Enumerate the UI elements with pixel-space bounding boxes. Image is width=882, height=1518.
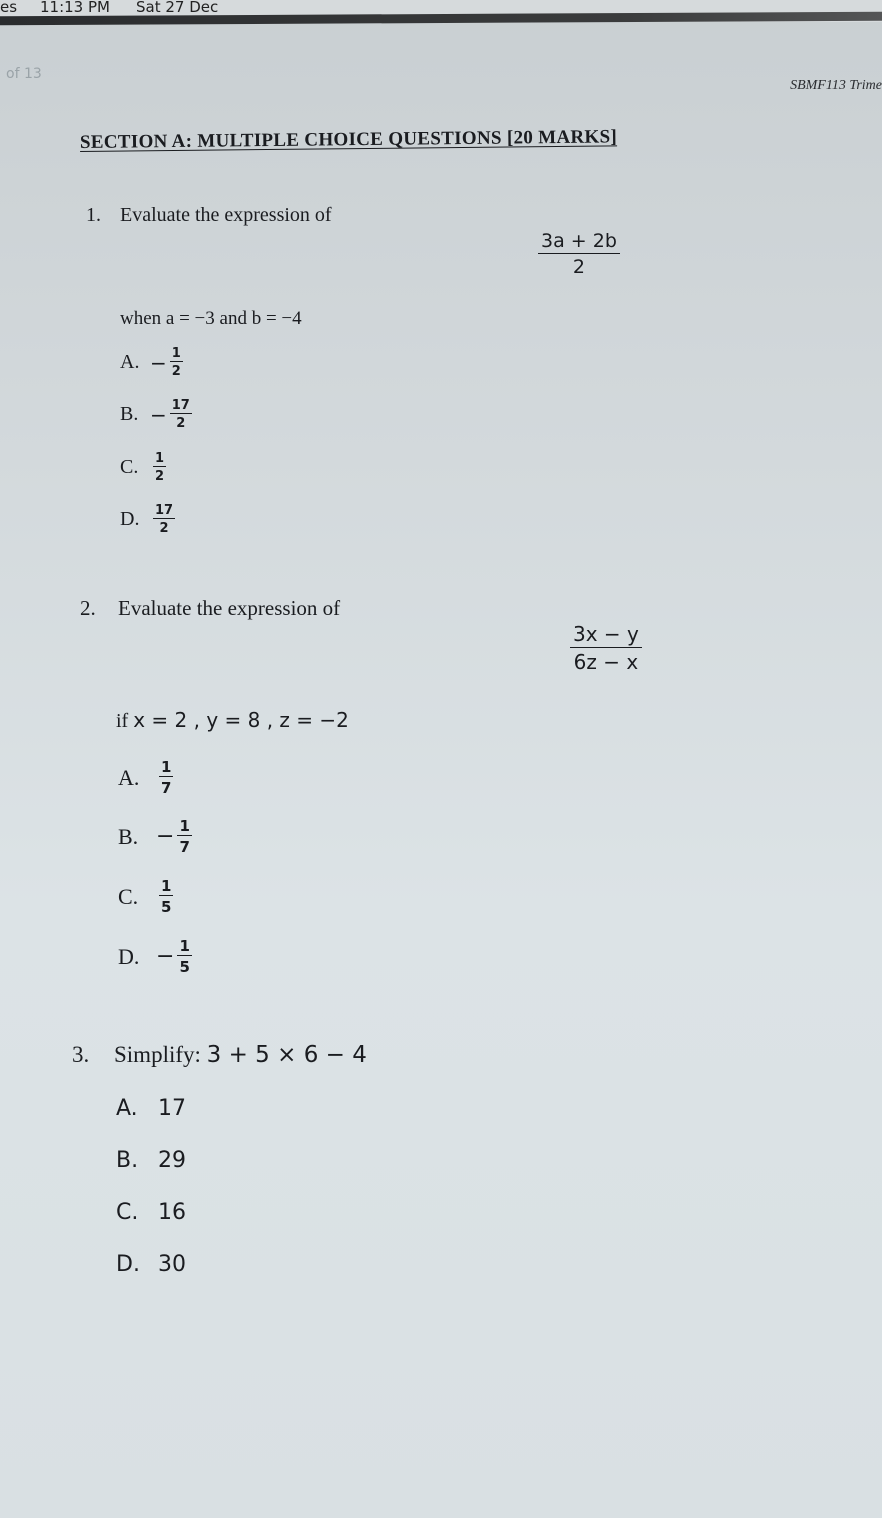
question-1-condition: when a = −3 and b = −4 bbox=[120, 308, 302, 329]
option-numerator: 1 bbox=[161, 758, 172, 776]
question-3-option-a[interactable] bbox=[116, 1096, 186, 1121]
question-1-option-c[interactable] bbox=[120, 451, 166, 484]
option-numerator: 1 bbox=[155, 451, 165, 466]
expression-numerator: 3a + 2b bbox=[538, 230, 620, 254]
option-sign: − bbox=[150, 350, 167, 375]
status-date: Sat 27 Dec bbox=[136, 0, 219, 16]
condition-values: x = 2 , y = 8 , z = −2 bbox=[133, 708, 349, 732]
question-1-expression bbox=[538, 230, 620, 278]
question-2-expression bbox=[570, 622, 642, 674]
option-label: C. bbox=[116, 1200, 139, 1225]
question-1-option-a[interactable] bbox=[120, 346, 183, 379]
option-sign: − bbox=[156, 824, 175, 849]
document-header-code: SBMF113 Trime bbox=[790, 78, 882, 93]
option-label: A. bbox=[118, 764, 140, 790]
status-app-label: es bbox=[0, 0, 18, 16]
option-denominator: 2 bbox=[155, 469, 165, 484]
question-2-option-d[interactable] bbox=[118, 937, 192, 976]
question-text: Evaluate the expression of bbox=[118, 596, 341, 620]
question-number: 2. bbox=[80, 596, 96, 620]
option-value: 16 bbox=[158, 1200, 186, 1225]
option-label: B. bbox=[120, 403, 139, 425]
option-numerator: 1 bbox=[179, 937, 190, 955]
option-numerator: 1 bbox=[171, 346, 181, 361]
option-value: 29 bbox=[158, 1148, 186, 1173]
question-2-option-c[interactable] bbox=[118, 877, 173, 916]
question-3-option-b[interactable] bbox=[116, 1148, 186, 1173]
option-label: B. bbox=[116, 1148, 139, 1173]
option-label: D. bbox=[118, 943, 140, 969]
question-1-option-b[interactable] bbox=[120, 398, 192, 431]
option-label: B. bbox=[118, 823, 139, 849]
option-numerator: 17 bbox=[155, 503, 174, 518]
question-number: 3. bbox=[72, 1042, 90, 1067]
option-label: D. bbox=[120, 508, 140, 530]
option-label: A. bbox=[120, 351, 140, 373]
page-count: of 13 bbox=[6, 66, 42, 82]
option-label: C. bbox=[120, 456, 139, 478]
question-text: Evaluate the expression of bbox=[120, 204, 332, 226]
question-3-option-c[interactable] bbox=[116, 1200, 186, 1225]
option-denominator: 5 bbox=[161, 898, 172, 916]
option-denominator: 2 bbox=[159, 521, 169, 536]
option-label: D. bbox=[116, 1252, 140, 1277]
status-bar-divider bbox=[0, 12, 882, 26]
question-number: 1. bbox=[86, 204, 101, 226]
option-label: C. bbox=[118, 883, 139, 909]
question-3-prompt bbox=[72, 1042, 367, 1068]
expression-denominator: 2 bbox=[572, 256, 585, 278]
status-time: 11:13 PM bbox=[40, 0, 110, 16]
option-denominator: 2 bbox=[176, 416, 186, 431]
question-3-expression: 3 + 5 × 6 − 4 bbox=[206, 1042, 367, 1068]
option-numerator: 1 bbox=[161, 877, 172, 895]
option-numerator: 1 bbox=[179, 817, 190, 835]
section-title: SECTION A: MULTIPLE CHOICE QUESTIONS [20 MARKS] bbox=[79, 126, 618, 153]
question-1-option-d[interactable] bbox=[120, 503, 175, 536]
question-3-option-d[interactable] bbox=[116, 1252, 186, 1277]
question-2-option-a[interactable] bbox=[118, 758, 173, 797]
question-2-option-b[interactable] bbox=[118, 817, 192, 856]
question-text: Simplify: bbox=[114, 1042, 201, 1067]
option-denominator: 2 bbox=[171, 364, 181, 379]
option-value: 17 bbox=[158, 1096, 186, 1121]
question-2-condition bbox=[116, 708, 349, 733]
question-2-prompt bbox=[80, 596, 340, 621]
option-value: 30 bbox=[158, 1252, 186, 1277]
option-denominator: 7 bbox=[179, 838, 190, 856]
expression-denominator: 6z − x bbox=[573, 650, 639, 674]
option-sign: − bbox=[156, 944, 175, 969]
option-sign: − bbox=[150, 402, 167, 427]
option-denominator: 5 bbox=[179, 958, 190, 976]
condition-prefix: if bbox=[116, 710, 129, 732]
option-label: A. bbox=[116, 1096, 138, 1121]
option-denominator: 7 bbox=[161, 779, 172, 797]
status-bar bbox=[0, 0, 882, 22]
expression-numerator: 3x − y bbox=[570, 622, 642, 648]
question-1-prompt bbox=[86, 204, 332, 227]
option-numerator: 17 bbox=[171, 398, 190, 413]
